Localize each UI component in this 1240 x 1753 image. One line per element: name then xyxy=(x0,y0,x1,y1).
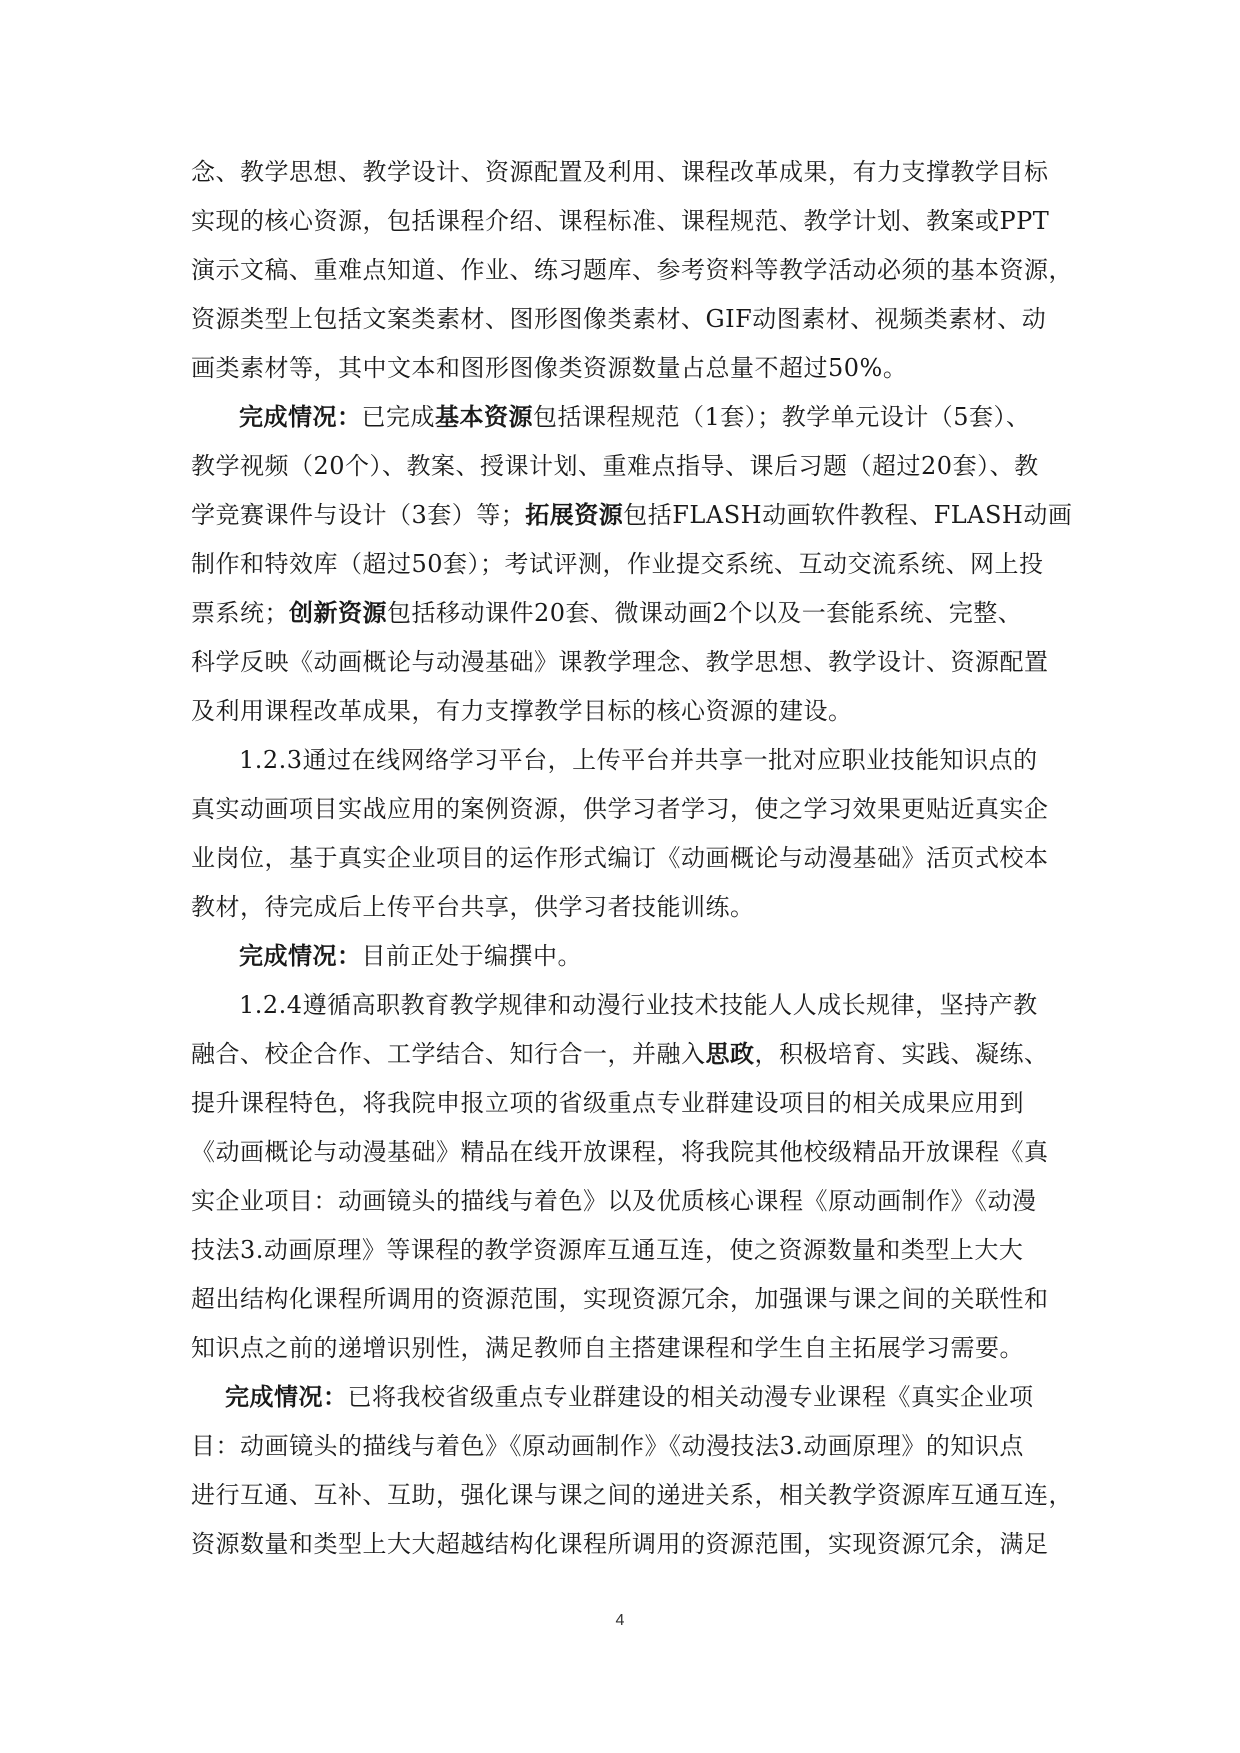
text-line xyxy=(191,197,1051,246)
text-line xyxy=(191,1324,1051,1373)
text-segment: 包括FLASH动画软件教程、FLASH动画 xyxy=(623,501,1073,529)
text-segment: 目：动画镜头的描线与着色》《原动画制作》《动漫技法3.动画原理》的知识点 xyxy=(191,1432,1024,1460)
text-segment: 实现的核心资源，包括课程介绍、课程标准、课程规范、教学计划、教案或PPT xyxy=(191,207,1050,235)
text-line xyxy=(191,981,1051,1030)
text-line xyxy=(191,1520,1051,1569)
text-segment: 演示文稿、重难点知道、作业、练习题库、参考资料等教学活动必须的基本资源， xyxy=(191,256,1073,284)
text-segment: 技法3.动画原理》等课程的教学资源库互通互连，使之资源数量和类型上大大 xyxy=(191,1236,1024,1264)
text-segment: 融合、校企合作、工学结合、知行合一，并融入 xyxy=(191,1040,706,1068)
text-segment: 制作和特效库（超过50套）；考试评测，作业提交系统、互动交流系统、网上投 xyxy=(191,550,1044,578)
text-line xyxy=(191,148,1051,197)
text-line xyxy=(191,1177,1051,1226)
text-segment: 真实动画项目实战应用的案例资源，供学习者学习，使之学习效果更贴近真实企 xyxy=(191,795,1049,823)
text-line xyxy=(191,736,1051,785)
text-segment: 1.2.3通过在线网络学习平台，上传平台并共享一批对应职业技能知识点的 xyxy=(239,746,1038,774)
bold-text-segment: 创新资源 xyxy=(289,599,387,627)
text-line xyxy=(191,589,1051,638)
text-line xyxy=(191,883,1051,932)
text-line xyxy=(191,1030,1051,1079)
text-line xyxy=(191,785,1051,834)
text-line xyxy=(191,834,1051,883)
bold-text-segment: 基本资源 xyxy=(435,403,533,431)
page-number: 4 xyxy=(615,1612,625,1629)
text-segment: 已完成 xyxy=(361,403,435,431)
text-line xyxy=(191,1471,1073,1520)
text-line xyxy=(191,687,1051,736)
text-segment: 1.2.4遵循高职教育教学规律和动漫行业技术技能人人成长规律，坚持产教 xyxy=(239,991,1038,1019)
text-line xyxy=(191,1422,1051,1471)
text-segment: 资源类型上包括文案类素材、图形图像类素材、GIF动图素材、视频类素材、动 xyxy=(191,305,1047,333)
text-segment: 资源数量和类型上大大超越结构化课程所调用的资源范围，实现资源冗余，满足 xyxy=(191,1530,1049,1558)
text-line xyxy=(191,1226,1051,1275)
text-segment: 包括课程规范（1套）；教学单元设计（5套）、 xyxy=(533,403,1031,431)
text-segment: 目前正处于编撰中。 xyxy=(361,942,582,970)
text-segment: 提升课程特色，将我院申报立项的省级重点专业群建设项目的相关成果应用到 xyxy=(191,1089,1024,1117)
text-segment: 已将我校省级重点专业群建设的相关动漫专业课程《真实企业项 xyxy=(347,1383,1034,1411)
text-segment: 超出结构化课程所调用的资源范围，实现资源冗余，加强课与课之间的关联性和 xyxy=(191,1285,1049,1313)
text-line xyxy=(191,246,1073,295)
text-segment: 实企业项目：动画镜头的描线与着色》以及优质核心课程《原动画制作》《动漫 xyxy=(191,1187,1037,1215)
text-line xyxy=(191,932,1051,981)
text-segment: 包括移动课件20套、微课动画2个以及一套能系统、完整、 xyxy=(387,599,1023,627)
bold-text-segment: 完成情况： xyxy=(239,403,362,431)
body-text xyxy=(191,148,1073,1569)
bold-text-segment: 完成情况： xyxy=(225,1383,348,1411)
text-segment: 教学视频（20个）、教案、授课计划、重难点指导、课后习题（超过20套）、教 xyxy=(191,452,1039,480)
text-line xyxy=(191,491,1073,540)
text-segment: 及利用课程改革成果，有力支撑教学目标的核心资源的建设。 xyxy=(191,697,853,725)
text-segment: 知识点之前的递增识别性，满足教师自主搭建课程和学生自主拓展学习需要。 xyxy=(191,1334,1024,1362)
text-line xyxy=(191,638,1051,687)
text-line xyxy=(191,1079,1051,1128)
text-segment: 学竞赛课件与设计（3套）等； xyxy=(191,501,526,529)
text-line xyxy=(191,295,1051,344)
text-segment: 票系统； xyxy=(191,599,289,627)
text-segment: 进行互通、互补、互助，强化课与课之间的递进关系，相关教学资源库互通互连， xyxy=(191,1481,1073,1509)
text-segment: 念、教学思想、教学设计、资源配置及利用、课程改革成果，有力支撑教学目标 xyxy=(191,158,1049,186)
bold-text-segment: 思政 xyxy=(705,1040,755,1068)
text-line xyxy=(191,344,1051,393)
text-line xyxy=(191,540,1051,589)
text-segment: 画类素材等，其中文本和图形图像类资源数量占总量不超过50%。 xyxy=(191,354,908,382)
text-segment: 教材，待完成后上传平台共享，供学习者技能训练。 xyxy=(191,893,755,921)
text-line xyxy=(191,442,1051,491)
text-segment: ，积极培育、实践、凝练、 xyxy=(754,1040,1049,1068)
text-segment: 《动画概论与动漫基础》精品在线开放课程，将我院其他校级精品开放课程《真 xyxy=(191,1138,1049,1166)
text-line xyxy=(191,393,1051,442)
text-segment: 业岗位，基于真实企业项目的运作形式编订《动画概论与动漫基础》活页式校本 xyxy=(191,844,1049,872)
text-line xyxy=(191,1373,1051,1422)
text-line xyxy=(191,1275,1051,1324)
text-segment: 科学反映《动画概论与动漫基础》课教学理念、教学思想、教学设计、资源配置 xyxy=(191,648,1049,676)
text-line xyxy=(191,1128,1051,1177)
bold-text-segment: 完成情况： xyxy=(239,942,362,970)
bold-text-segment: 拓展资源 xyxy=(525,501,624,529)
